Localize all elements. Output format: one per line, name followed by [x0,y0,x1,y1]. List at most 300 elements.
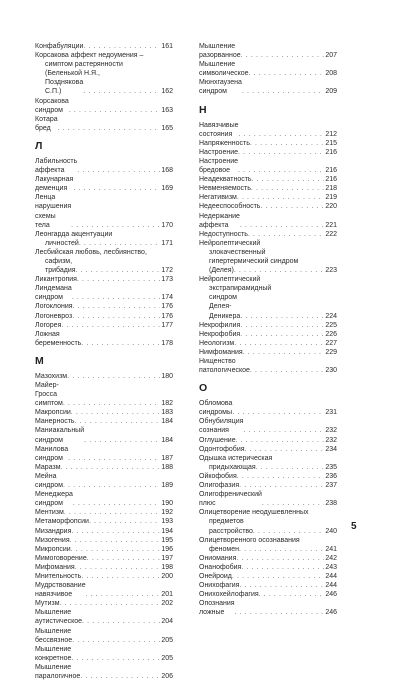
dot-leader [73,184,160,193]
index-entry-term-line: Позднякова С.П.) [45,79,84,96]
index-entry-page: 230 [325,367,337,375]
index-entry-term-line: симптом растерянности [45,61,123,69]
dot-leader [249,69,325,78]
index-entry-term-line: Ойкофобия [199,472,237,480]
dot-leader [239,481,324,490]
index-entry [35,175,173,193]
index-entry [199,572,337,581]
dot-leader [77,166,160,175]
index-entry-term-line: Мутизм [35,600,60,608]
index-entry-term-line: Нейролептический [199,276,261,284]
index-entry-term-line: Корсакова синдром [35,97,69,114]
index-entry [199,581,337,590]
index-entry-page: 192 [161,509,173,517]
dot-leader [81,572,160,581]
dot-leader [71,408,161,417]
index-entry-term-line: феномен [209,545,239,553]
index-entry [35,581,173,599]
index-entry-term-line: Корсакова аффект недоумения – [35,52,144,60]
index-entry [199,445,337,454]
index-entry-page: 243 [325,563,337,571]
index-entry [35,472,173,490]
index-entry [199,275,337,320]
index-entry-page: 171 [161,239,173,247]
index-entry-page: 178 [161,339,173,347]
index-entry [199,139,337,148]
dot-leader [259,590,325,599]
index-entry [35,572,173,581]
dot-leader [70,536,161,545]
dot-leader [71,654,160,663]
index-entry [35,193,173,229]
section-letter: М [35,354,44,367]
index-entry-term-line: Макропсии [35,409,71,417]
index-entry-term-line: Мейна синдром [35,472,63,490]
index-entry-page: 218 [325,185,337,193]
index-entry-term-line: Обнубиляция сознания [199,418,244,435]
index-entry [199,175,337,184]
dot-leader [73,302,161,311]
index-entry-term-line: Неадекватность [199,176,252,184]
index-entry-page: 184 [161,436,173,444]
index-column-right [199,42,337,617]
section-letter: Л [35,139,43,152]
index-entry-term-line: Мюнхгаузена синдром [199,79,242,96]
index-entry-page: 207 [325,52,337,60]
index-entry [35,463,173,472]
index-entry-term-line: Маразм [35,463,61,471]
index-entry-term-line: Настроение [199,148,239,156]
index-entry-page: 244 [325,572,337,580]
dot-leader [73,499,160,508]
index-entry-term-line: Лакунарная деменция [35,176,74,193]
section-letter: Н [199,103,207,116]
index-column-left [35,42,173,681]
index-entry-term-line: Напряженность [199,139,250,147]
dot-leader [61,321,160,330]
index-entry-page: 170 [161,221,173,229]
index-entry [199,239,337,275]
index-entry-page: 200 [161,572,173,580]
index-entry-term-line: Одышка истерическая [199,454,273,462]
index-entry-term-line: Мимоговорение [35,554,87,562]
index-entry-page: 221 [325,221,337,229]
index-entry-term-line: Ленца нарушения схемы тела [35,194,72,229]
index-entry-term-line: Мышление символическое [199,61,249,78]
dot-leader [72,636,160,645]
index-entry-term-line: Олигофазия [199,482,240,490]
index-entry-term-line: Неологизм [199,339,235,347]
index-entry [35,563,173,572]
index-entry [35,330,173,348]
index-entry-page: 237 [325,482,337,490]
index-entry-page: 172 [161,267,173,275]
index-entry [35,312,173,321]
index-entry-page: 176 [161,303,173,311]
index-entry [199,157,337,175]
index-entry-term-line: Оглушение [199,436,236,444]
index-entry-term-line: Логоневроз [35,312,73,320]
index-entry-term-line: Некрофилия [199,321,241,329]
index-entry-page: 246 [325,591,337,599]
index-entry [35,627,173,645]
dot-leader [237,472,325,481]
dot-leader [61,463,161,472]
index-entry-page: 184 [161,418,173,426]
dot-leader [64,508,161,517]
index-entry-term-line: Мышление разорванное [199,43,241,60]
index-entry-term-line: Логорея [35,321,62,329]
dot-leader [72,312,160,321]
dot-leader [243,426,324,435]
index-entry-page: 229 [325,348,337,356]
dot-leader [77,275,160,284]
index-entry [35,608,173,626]
index-entry [199,202,337,211]
dot-leader [71,545,161,554]
index-entry [35,302,173,311]
index-entry [199,193,337,202]
index-entry-term-line: Маниакальный синдром [35,427,85,444]
index-entry-page: 162 [161,88,173,96]
dot-leader [234,266,324,275]
index-entry-page: 216 [325,148,337,156]
index-entry-term-line: Манерность [35,418,75,426]
index-entry [199,417,337,435]
index-entry-page: 195 [161,536,173,544]
index-entry-term-line: Мазохизм [35,372,68,380]
index-entry-page: 216 [325,176,337,184]
index-entry-term-line: предметов расстройство [209,518,253,535]
index-entry-term-line: сафизм, трибадия [45,257,76,275]
index-entry-term-line: Некрофобия [199,330,241,338]
index-entry [35,545,173,554]
index-entry-page: 197 [161,554,173,562]
index-entry-page: 202 [161,600,173,608]
index-entry-term-line: Мнительность [35,572,82,580]
dot-leader [63,481,160,490]
index-entry-page: 201 [161,591,173,599]
index-entry [35,51,173,96]
index-entry-term-line: (Беленькой Н.Я., [45,70,100,78]
index-entry-term-line: Недоступность [199,230,248,238]
index-entry-page: 187 [161,454,173,462]
dot-leader [232,408,324,417]
dot-leader [75,563,161,572]
index-entry [199,330,337,339]
index-entry-term-line: Логоклония [35,303,73,311]
dot-leader [60,599,161,608]
dot-leader [250,366,324,375]
index-entry-term-line: Онихохейлофагия [199,591,259,599]
index-entry-page: 227 [325,339,337,347]
index-entry-term-line: Менеджера синдром [35,491,73,508]
dot-leader [245,445,325,454]
index-entry-term-line: Леонгарда акцентуации [35,230,113,238]
index-entry-page: 241 [325,545,337,553]
index-entry [35,645,173,663]
index-entry-term-line: Настроение бредовое [199,157,239,175]
index-entry-term-line: Конфабуляции [35,43,84,50]
dot-leader [71,527,160,536]
dot-leader [89,517,160,526]
index-entry-term-line: Олицетворение неодушевленных [199,509,309,517]
index-entry-page: 220 [325,203,337,211]
index-entry-term-line: Онанофобия [199,563,242,571]
dot-leader [253,527,324,536]
dot-leader [250,139,324,148]
index-entry-page: 232 [325,436,337,444]
index-entry-page: 183 [161,409,173,417]
index-entry-page: 205 [161,654,173,662]
index-entry [35,426,173,444]
dot-leader [242,87,324,96]
section-letter: О [199,382,208,395]
index-entry-page: 196 [161,545,173,553]
index-entry-page: 232 [325,427,337,435]
index-entry [199,184,337,193]
dot-leader [232,572,324,581]
index-entry-page: 208 [325,70,337,78]
index-entry [35,248,173,275]
dot-leader [234,339,324,348]
index-entry [35,408,173,417]
index-entry [35,115,173,133]
index-entry-term-line: Нейролептический [199,239,261,247]
index-entry-page: 173 [161,276,173,284]
index-entry-term-line: Лесбийская любовь, лесбиянство, [35,248,147,256]
index-entry-page: 234 [325,445,337,453]
dot-leader [240,312,324,321]
index-entry-page: 163 [161,106,173,114]
index-entry [35,599,173,608]
index-entry-term-line: Мизогения [35,536,70,544]
dot-leader [72,293,161,302]
index-entry-page: 231 [325,409,337,417]
index-entry [199,212,337,230]
index-entry [199,508,337,535]
index-entry-term-line: Мышление конкретное [35,645,72,662]
index-entry-page: 212 [325,130,337,138]
index-entry-term-line: Котара бред [35,115,58,132]
index-entry-page: 236 [325,472,337,480]
index-entry [199,563,337,572]
index-entry-page: 246 [325,609,337,617]
index-entry [199,599,337,617]
index-entry-term-line: Ониомания [199,554,237,562]
index-entry-page: 224 [325,312,337,320]
index-entry-term-line: Манилова синдром [35,445,69,462]
index-entry [35,97,173,115]
index-entry-page: 222 [325,230,337,238]
index-entry-term-line: Недееспособность [199,203,261,211]
dot-leader [79,239,160,248]
index-entry-term-line: гипертермический синдром [209,257,299,265]
index-entry [35,527,173,536]
index-entry [35,381,173,408]
index-entry-page: 182 [161,400,173,408]
index-entry-page: 177 [161,321,173,329]
index-entry-term-line: Негативизм [199,194,237,202]
index-entry-term-line: Нимфомания [199,348,243,356]
dot-leader [248,230,324,239]
index-entry [35,536,173,545]
index-entry [35,157,173,175]
index-entry-page: 209 [325,88,337,96]
index-entry-term-line: Мышление паралогичное [35,663,81,680]
index-entry-page: 176 [161,312,173,320]
index-entry-page: 206 [161,673,173,680]
dot-leader [71,221,160,230]
index-entry-page: 215 [325,139,337,147]
index-entry [199,454,337,472]
index-entry-term-line: Одонтофобия [199,445,245,453]
index-entry-page: 161 [161,43,173,50]
index-entry-term-line: Мышление аутистическое [35,609,83,626]
index-entry-term-line: Обломова синдромы [199,400,233,417]
index-entry-page: 168 [161,167,173,175]
index-entry [35,284,173,302]
index-entry-page: 244 [325,582,337,590]
index-entry-page: 219 [325,194,337,202]
index-entry-page: 240 [325,527,337,535]
dot-leader [256,463,325,472]
dot-leader [243,348,325,357]
index-entry-term-line: Микропсии [35,545,71,553]
index-entry-term-line: Онихофагия [199,582,240,590]
dot-leader [67,372,160,381]
index-entry-term-line: Ложная беременность [35,330,82,347]
index-entry [199,590,337,599]
index-entry-page: 193 [161,518,173,526]
index-entry-term-line: Опознания ложные [199,600,235,617]
index-entry [199,481,337,490]
index-entry-term-line: Метаморфопсии [35,518,89,526]
index-entry [35,490,173,508]
index-entry-term-line: Мудрствование навязчивое [35,582,86,599]
index-entry [35,508,173,517]
dot-leader [63,399,160,408]
dot-leader [240,221,324,230]
index-entry-term-line: Навязчивые состояния [199,121,239,138]
index-entry-term-line: Олицетворенного осознавания [199,536,300,544]
dot-leader [238,148,324,157]
dot-leader [84,436,160,445]
dot-leader [239,130,325,139]
index-entry-term-line: (Делея) [209,267,234,275]
dot-leader [75,417,161,426]
index-entry-term-line: личностей [45,239,79,247]
index-entry-page: 194 [161,527,173,535]
index-entry-page: 205 [161,636,173,644]
index-entry-page: 188 [161,463,173,471]
index-entry-term-line: Недержание аффекта [199,212,240,229]
dot-leader [239,545,324,554]
index-entry [35,42,173,51]
index-entry-term-line: Мизандрия [35,527,72,535]
dot-leader [235,608,325,617]
index-entry [199,357,337,375]
index-entry-page: 165 [161,124,173,132]
index-entry [199,536,337,554]
index-entry-page: 169 [161,185,173,193]
index-entry-term-line: Лабильность аффекта [35,157,78,175]
index-entry [35,275,173,284]
index-entry-term-line: Ментизм [35,509,64,517]
index-entry [35,321,173,330]
index-entry-page: 204 [161,618,173,626]
index-entry [199,321,337,330]
index-entry-page: 223 [325,267,337,275]
dot-leader [86,590,161,599]
index-entry [35,230,173,248]
dot-leader [236,436,325,445]
dot-leader [58,124,161,133]
index-entry [35,372,173,381]
dot-leader [68,454,160,463]
dot-leader [237,193,324,202]
index-entry [199,148,337,157]
index-entry [199,339,337,348]
index-entry-page: 238 [325,500,337,508]
index-entry-page: 242 [325,554,337,562]
index-entry-term-line: Невменяемость [199,185,251,193]
index-entry-page: 174 [161,294,173,302]
index-entry [199,230,337,239]
index-entry-term-line: Мифомания [35,563,75,571]
index-entry [199,121,337,139]
index-entry [199,472,337,481]
index-entry-term-line: Онейроид [199,572,232,580]
dot-leader [262,499,324,508]
index-entry [35,417,173,426]
dot-leader [80,672,160,681]
dot-leader [239,581,324,590]
index-entry-page: 235 [325,463,337,471]
index-entry-page: 190 [161,500,173,508]
index-entry-term-line: Олигофренический плюс [199,491,262,508]
index-entry-term-line: экстрапирамидный [209,285,272,293]
dot-leader [241,563,324,572]
index-entry [199,490,337,508]
dot-leader [81,339,160,348]
dot-leader [69,106,160,115]
dot-leader [241,51,325,60]
dot-leader [240,330,324,339]
dot-leader [260,202,324,211]
index-entry-page: 225 [325,321,337,329]
index-entry [35,663,173,681]
index-entry-term-line: Нищенство патологическое [199,358,250,375]
index-entry [199,436,337,445]
dot-leader [240,321,324,330]
dot-leader [251,184,324,193]
index-entry-page: 180 [161,372,173,380]
dot-leader [76,266,161,275]
index-entry-term-line: Мышление бессвязное [35,627,73,644]
index-entry [199,399,337,417]
index-entry-term-line: Майер-Гросса симптом [35,382,63,408]
index-entry-term-line: Линдемана синдром [35,285,72,302]
index-entry [199,42,337,60]
page-number: 5 [351,521,357,532]
index-entry [35,445,173,463]
index-entry-page: 216 [325,167,337,175]
index-entry [199,78,337,96]
dot-leader [238,166,324,175]
index-entry [199,60,337,78]
index-entry-page: 198 [161,563,173,571]
